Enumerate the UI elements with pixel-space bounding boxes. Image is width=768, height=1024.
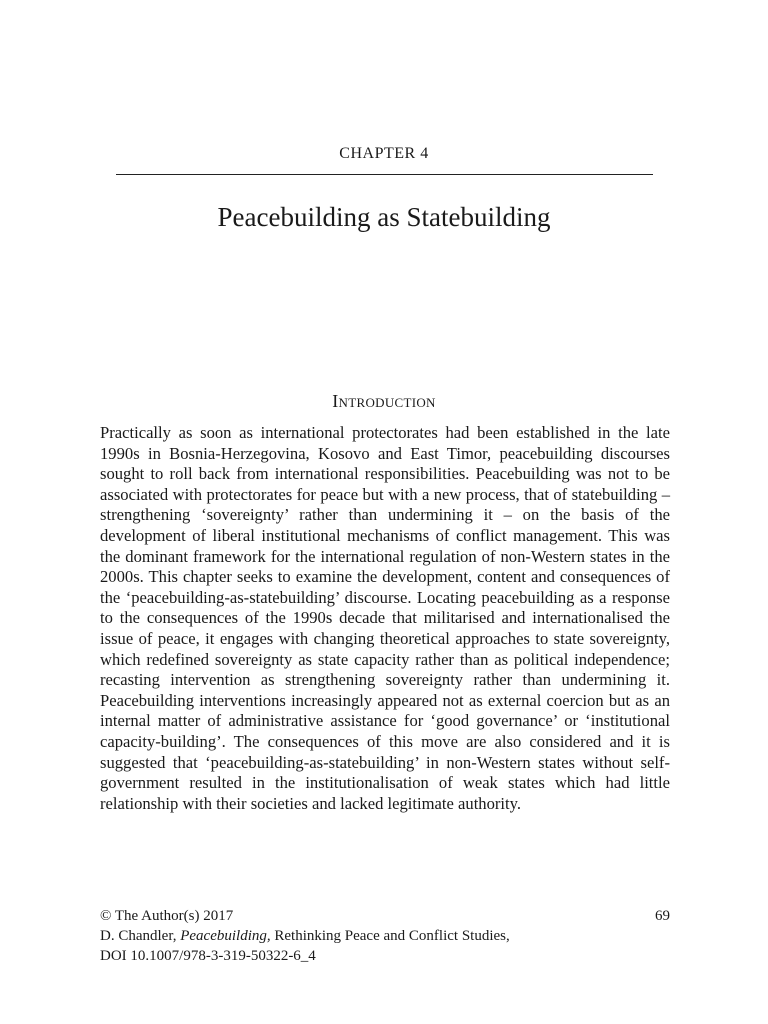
introduction-paragraph: Practically as soon as international protectorates had been established in the late 1990s in Bosnia-Herzegovina, Kosovo and East Timor, peacebuilding discourses sought to roll back from international responsibilities. Peacebuilding was not to be associated with protectorates for peace but with a new process, that of statebuilding – strengthening ‘sovereignty’ rather than undermining it – on the basis of the development of liberal institutional mechanisms of conflict management. This was the dominant framework for the international regulation of non-Western states in the 2000s. This chapter seeks to examine the development, content and consequences of the ‘peacebuilding-as-statebuilding’ discourse. Locating peacebuilding as a response to the consequences of the 1990s decade that militarised and internationalised the issue of peace, it engages with changing theoretical approaches to state sovereignty, which redefined sovereignty as state capacity rather than as political independence; recasting intervention as strengthening sovereignty rather than undermining it. Peacebuilding interventions increasingly appeared not as external coercion but as an internal matter of administrative assistance for ‘good governance’ or ‘institutional capacity-building’. The consequences of this move are also considered and it is suggested that ‘peacebuilding-as-statebuilding’ in non-Western states without self-government resulted in the institutionalisation of weak states which had little relationship with their societies and lacked legitimate authority. xyxy=(100,423,670,813)
copyright-line: © The Author(s) 2017 xyxy=(100,908,234,924)
footer xyxy=(100,906,670,966)
citation-author: D. Chandler, xyxy=(100,928,181,944)
chapter-title: Peacebuilding as Statebuilding xyxy=(217,202,551,232)
section-heading: Introduction xyxy=(332,391,436,411)
chapter-label: CHAPTER 4 xyxy=(339,145,429,162)
page-number: 69 xyxy=(655,908,670,924)
citation-title: Peacebuilding, xyxy=(180,928,271,944)
citation-rest: Rethinking Peace and Conflict Studies, xyxy=(270,928,510,944)
citation-line xyxy=(100,926,670,946)
chapter-rule xyxy=(116,174,653,175)
doi-line: DOI 10.1007/978-3-319-50322-6_4 xyxy=(100,948,316,964)
body-text xyxy=(100,423,670,814)
